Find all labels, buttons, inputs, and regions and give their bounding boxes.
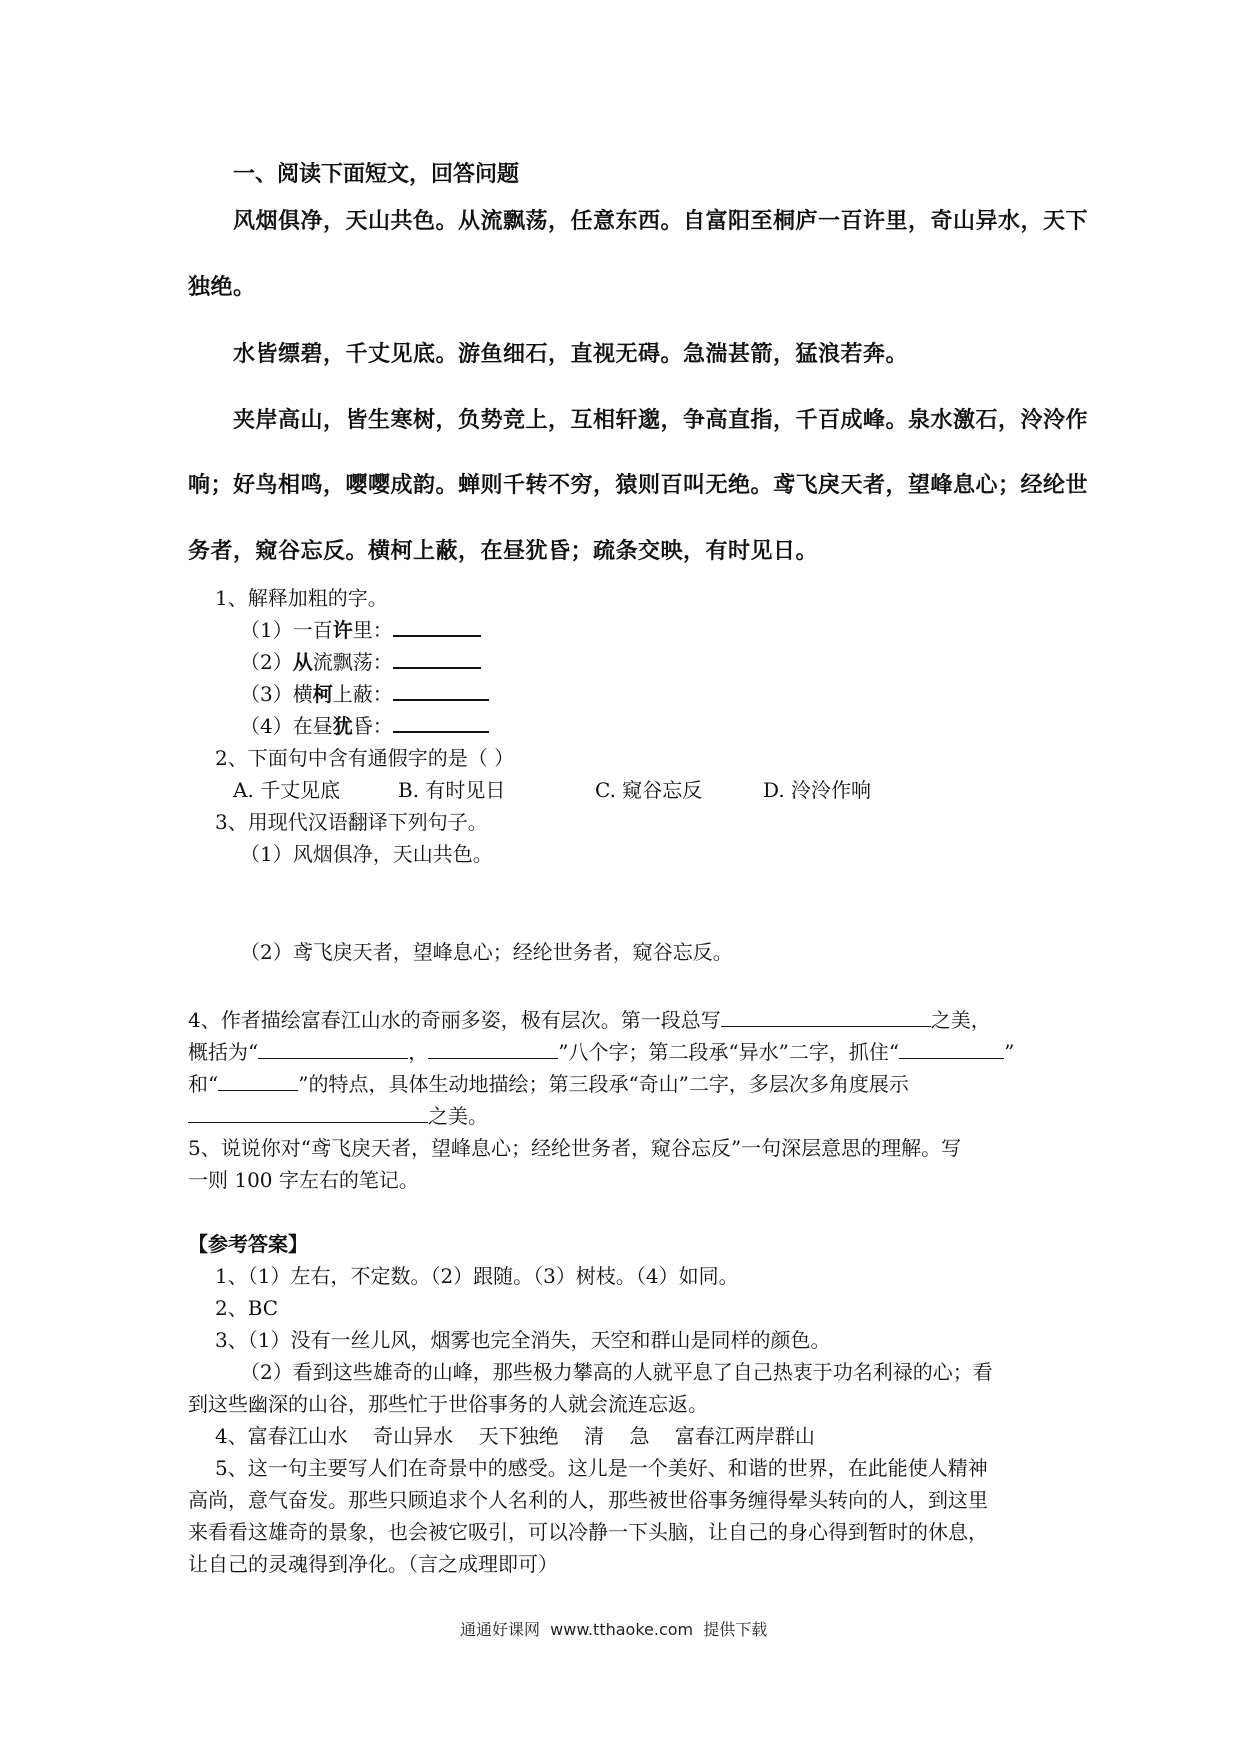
q2-option-b[interactable]: B. 有时见日 (398, 778, 506, 802)
q4-line1: 4、作者描绘富春江山水的奇丽多姿，极有层次。第一段总写 之美， (188, 1008, 991, 1032)
q2-option-d[interactable]: D. 泠泠作响 (763, 778, 872, 802)
answer-3-2-line1: （2）看到这些雄奇的山峰，那些极力攀高的人就平息了自己热衷于功名利禄的心；看 (240, 1360, 993, 1384)
q1-item-2-bold: 从 (292, 650, 313, 674)
answer-blank[interactable] (428, 1057, 558, 1059)
q1-item-2: （2）从流飘荡： (240, 646, 481, 675)
answer-blank[interactable] (393, 698, 489, 701)
q5-line2: 一则 100 字左右的笔记。 (188, 1168, 419, 1192)
q1-item-3: （3）横柯上蔽： (240, 678, 489, 707)
q2-prompt: 2、下面句中含有通假字的是（ ） (215, 746, 515, 770)
answer-5-line2: 高尚，意气奋发。那些只顾追求个人名利的人，那些被世俗事务缠得晕头转向的人，到这里 (188, 1488, 988, 1512)
footer-text: 通通好课网 www.tthaoke.com 提供下载 (460, 1620, 768, 1639)
q5-line1: 5、说说你对“鸢飞戾天者，望峰息心；经纶世务者，窥谷忘反”一句深层意思的理解。写 (188, 1136, 962, 1160)
q2-option-a[interactable]: A. 千丈见底 (233, 778, 341, 802)
q3-prompt: 3、用现代汉语翻译下列句子。 (215, 810, 488, 834)
answers-heading: 【参考答案】 (188, 1232, 308, 1256)
answer-blank[interactable] (899, 1057, 1004, 1059)
answer-blank[interactable] (393, 730, 489, 733)
q1-prompt: 1、解释加粗的字。 (215, 586, 388, 610)
passage-p3-line3: 务者，窥谷忘反。横柯上蔽，在昼犹昏；疏条交映，有时见日。 (188, 539, 819, 564)
q4-line4: 之美。 (188, 1100, 488, 1129)
answer-5-line1: 5、这一句主要写人们在奇景中的感受。这儿是一个美好、和谐的世界，在此能使人精神 (215, 1456, 988, 1480)
passage-p3-line1: 夹岸高山，皆生寒树，负势竞上，互相轩邈，争高直指，千百成峰。泉水激石，泠泠作 (233, 408, 1089, 433)
q3-item-1: （1）风烟俱净，天山共色。 (240, 842, 493, 866)
answer-blank[interactable] (218, 1089, 298, 1091)
answer-3-1: 3、（1）没有一丝儿风，烟雾也完全消失，天空和群山是同样的颜色。 (215, 1328, 831, 1352)
passage-p2: 水皆缥碧，千丈见底。游鱼细石，直视无碍。急湍甚箭，猛浪若奔。 (233, 342, 909, 367)
answer-blank[interactable] (393, 634, 481, 637)
q1-item-1-bold: 许 (332, 618, 353, 642)
q1-item-4-bold: 犹 (332, 714, 353, 738)
answer-blank[interactable] (393, 666, 481, 669)
passage-p3-line2: 响；好鸟相鸣，嘤嘤成韵。蝉则千转不穷，猿则百叫无绝。鸢飞戾天者，望峰息心；经纶世 (188, 473, 1089, 498)
q1-item-1: （1）一百许里： (240, 614, 481, 643)
answer-1: 1、（1）左右，不定数。（2）跟随。（3）树枝。（4）如同。 (215, 1264, 739, 1288)
answer-2: 2、BC (215, 1296, 279, 1320)
passage-p1-line1: 风烟俱净，天山共色。从流飘荡，任意东西。自富阳至桐庐一百许里，奇山异水，天下 (233, 209, 1089, 234)
answer-4: 4、富春江山水 奇山异水 天下独绝 清 急 富春江两岸群山 (215, 1424, 815, 1448)
q2-option-c[interactable]: C. 窥谷忘反 (595, 778, 703, 802)
q1-item-4: （4）在昼犹昏： (240, 710, 489, 739)
passage-p1-line2: 独绝。 (188, 275, 256, 300)
q1-item-3-bold: 柯 (312, 682, 333, 706)
answer-5-line4: 让自己的灵魂得到净化。（言之成理即可） (188, 1552, 558, 1576)
section-title: 一、阅读下面短文，回答问题 (233, 162, 520, 187)
answer-blank[interactable] (188, 1121, 428, 1123)
q3-item-2: （2）鸢飞戾天者，望峰息心；经纶世务者，窥谷忘反。 (240, 940, 733, 964)
answer-blank[interactable] (721, 1025, 931, 1027)
q4-line2: 概括为“ ， ”八个字；第二段承“异水”二字，抓住“ ” (188, 1040, 1015, 1064)
answer-5-line3: 来看看这雄奇的景象，也会被它吸引，可以冷静一下头脑，让自己的身心得到暂时的休息， (188, 1520, 988, 1544)
q4-line3: 和“ ”的特点，具体生动地描绘；第三段承“奇山”二字，多层次多角度展示 (188, 1072, 909, 1096)
answer-3-2-line2: 到这些幽深的山谷，那些忙于世俗事务的人就会流连忘返。 (188, 1392, 708, 1416)
answer-blank[interactable] (258, 1057, 408, 1059)
